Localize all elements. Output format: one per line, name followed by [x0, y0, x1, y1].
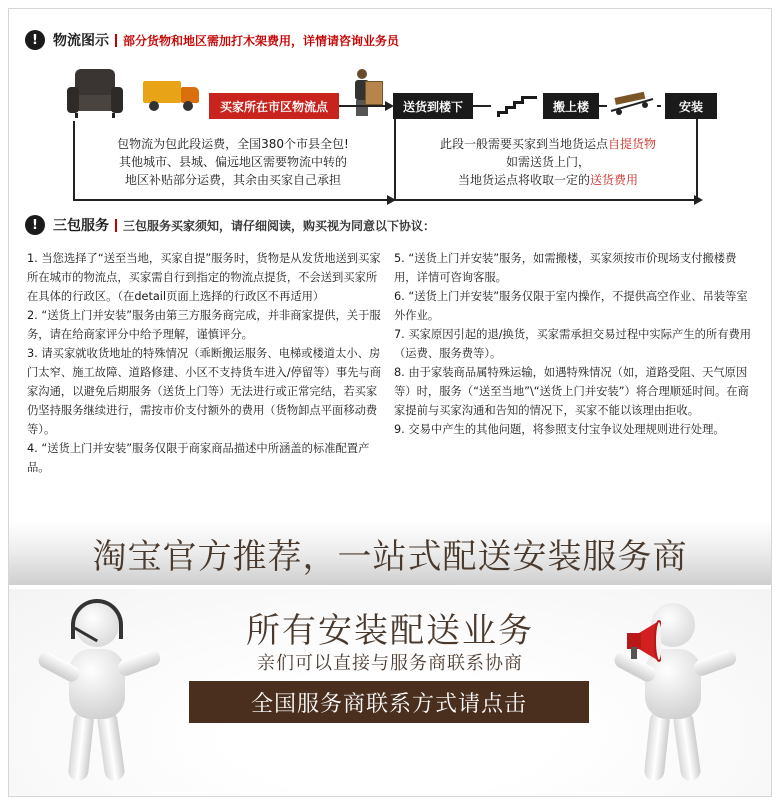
header-divider — [115, 34, 117, 47]
service-term: 5. “送货上门并安装”服务，如需搬楼，买家须按市价现场支付搬楼费用，详情可咨询客服。 — [394, 252, 737, 284]
flow-arrow — [599, 105, 607, 107]
step-deliver-downstairs: 送货到楼下 — [393, 93, 473, 119]
step-city-logistics-point: 买家所在市区物流点 — [209, 93, 339, 119]
service-title: 三包服务 — [53, 218, 109, 234]
megaphone-icon — [609, 619, 661, 663]
contact-section — [9, 589, 771, 797]
service-terms-right — [394, 249, 756, 439]
service-term: 4. “送货上门并安装”服务仅限于商家商品描述中所涵盖的标准配置产品。 — [27, 442, 370, 474]
note-line: 如需送货上门， — [505, 155, 590, 169]
dolly-icon — [609, 89, 657, 117]
logistics-flow — [49, 65, 749, 215]
bracket-line — [73, 121, 75, 201]
service-terms-left — [27, 249, 381, 477]
service-term: 7. 买家原因引起的退/换货，买家需承担交易过程中实际产生的所有费用（运费、服务费等）。 — [394, 328, 752, 360]
bracket-line — [73, 199, 397, 201]
contact-subtitle: 亲们可以直接与服务商联系协商 — [257, 653, 523, 674]
logistics-header — [25, 29, 399, 51]
step-install: 安装 — [665, 93, 717, 119]
note-highlight: 送货费用 — [590, 173, 639, 187]
service-term: 1. 当您选择了“送至当地，买家自提”服务时，货物是从发货地送到买家所在城市的物流点，买家需自行到指定的物流点提货，不会送到买家所在具体的行政区。（在detail页面上选择的行政区不再适用） — [27, 252, 381, 303]
note-text: 此段一般需要买家到当地货运点 — [439, 137, 608, 151]
service-info-panel — [8, 8, 772, 797]
note-highlight: 自提货物 — [608, 137, 657, 151]
exclamation-icon: ! — [25, 215, 45, 235]
note-line: 地区补贴部分运费，其余由买家自己承担 — [124, 173, 341, 187]
note-text: 当地货运点将收取一定的 — [457, 173, 590, 187]
provider-contact-button[interactable]: 全国服务商联系方式请点击 — [189, 681, 589, 723]
megaphone-figure-icon — [605, 599, 745, 789]
service-term: 2. “送货上门并安装”服务由第三方服务商完成，并非商家提供，关于服务，请在给商家评分中给予理解，谨慎评分。 — [27, 309, 381, 341]
banner-text: 淘宝官方推荐，一站式配送安装服务商 — [92, 536, 688, 577]
service-term: 9. 交易中产生的其他问题，将参照支付宝争议处理规则进行处理。 — [394, 423, 725, 436]
flow-arrow — [339, 105, 389, 107]
header-divider — [115, 219, 117, 232]
arrow-head-icon — [387, 195, 396, 205]
left-shipping-note — [83, 135, 383, 189]
step-carry-upstairs: 搬上楼 — [543, 93, 599, 119]
logistics-title: 物流图示 — [53, 33, 109, 49]
bracket-line — [394, 119, 396, 201]
service-term: 8. 由于家装商品属特殊运输，如遇特殊情况（如，道路受阻、天气原因等）时，服务（“送至当地”\“送货上门并安装”）将合理顺延时间。在商家提前与买家沟通和告知的情况下，买家不能以该理由拒收。 — [394, 366, 749, 417]
right-shipping-note — [405, 135, 691, 189]
note-line — [405, 171, 691, 189]
arrow-head-icon — [385, 101, 394, 111]
exclamation-icon: ! — [25, 30, 45, 50]
arrow-head-icon — [694, 195, 703, 205]
flow-arrow — [473, 105, 491, 107]
stairs-icon — [497, 95, 537, 117]
service-term: 3. 请买家就收货地址的特殊情况（乖断搬运服务、电梯或楼道太小、房门太窄、施工故障、道路修建、小区不支持货车进入/停留等）事先与商家沟通，以避免后期服务（送货上门等）无法进行或正常完结，若买家仍坚持服务继续进行，需按市价支付额外的费用（货物卸点平面移动费等）。 — [27, 347, 382, 436]
porter-icon — [349, 69, 383, 117]
taobao-recommend-banner — [9, 521, 771, 585]
sofa-icon — [67, 69, 123, 119]
note-line — [405, 135, 691, 153]
truck-icon — [143, 79, 201, 111]
service-intro: 三包服务买家须知，请仔细阅读，购买视为同意以下协议： — [123, 218, 436, 233]
flow-arrow — [657, 105, 661, 107]
service-header — [25, 214, 435, 236]
bracket-line — [696, 119, 698, 201]
contact-title: 所有安装配送业务 — [246, 611, 534, 651]
note-line: 其他城市、县城、偏远地区需要物流中转的 — [118, 155, 347, 169]
logistics-notice: 部分货物和地区需加打木架费用，详情请咨询业务员 — [123, 33, 400, 48]
bracket-line — [394, 199, 698, 201]
note-line: 包物流为包此段运费，全国380个市县全包! — [117, 137, 349, 151]
service-term: 6. “送货上门并安装”服务仅限于室内操作，不提供高空作业、吊装等室外作业。 — [394, 290, 748, 322]
